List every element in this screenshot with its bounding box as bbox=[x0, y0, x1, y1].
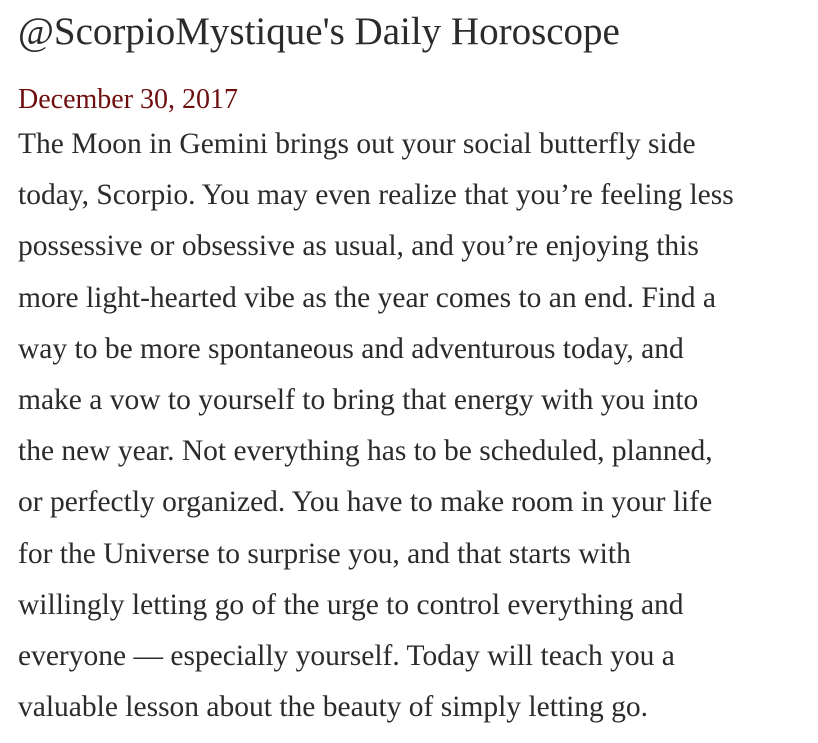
horoscope-line: willingly letting go of the urge to control everything and bbox=[18, 588, 684, 621]
horoscope-line: valuable lesson about the beauty of simply letting go. bbox=[18, 691, 649, 724]
page-title: @ScorpioMystique's Daily Horoscope bbox=[18, 10, 620, 53]
horoscope-line: today, Scorpio. You may even realize that you’re feeling less bbox=[18, 179, 734, 212]
horoscope-date: December 30, 2017 bbox=[18, 84, 239, 115]
horoscope-line: make a vow to yourself to bring that energy with you into bbox=[18, 384, 699, 417]
horoscope-line: possessive or obsessive as usual, and you’re enjoying this bbox=[18, 230, 699, 263]
horoscope-line: everyone — especially yourself. Today will teach you a bbox=[18, 640, 675, 673]
horoscope-line: for the Universe to surprise you, and that starts with bbox=[18, 537, 631, 570]
horoscope-line: the new year. Not everything has to be scheduled, planned, bbox=[18, 435, 713, 468]
horoscope-text bbox=[18, 119, 814, 733]
horoscope-page bbox=[18, 6, 814, 733]
horoscope-line: more light-hearted vibe as the year comes to an end. Find a bbox=[18, 281, 716, 314]
horoscope-line: The Moon in Gemini brings out your social butterfly side bbox=[18, 128, 696, 160]
horoscope-line: way to be more spontaneous and adventurous today, and bbox=[18, 332, 684, 365]
horoscope-line: or perfectly organized. You have to make room in your life bbox=[18, 486, 713, 519]
